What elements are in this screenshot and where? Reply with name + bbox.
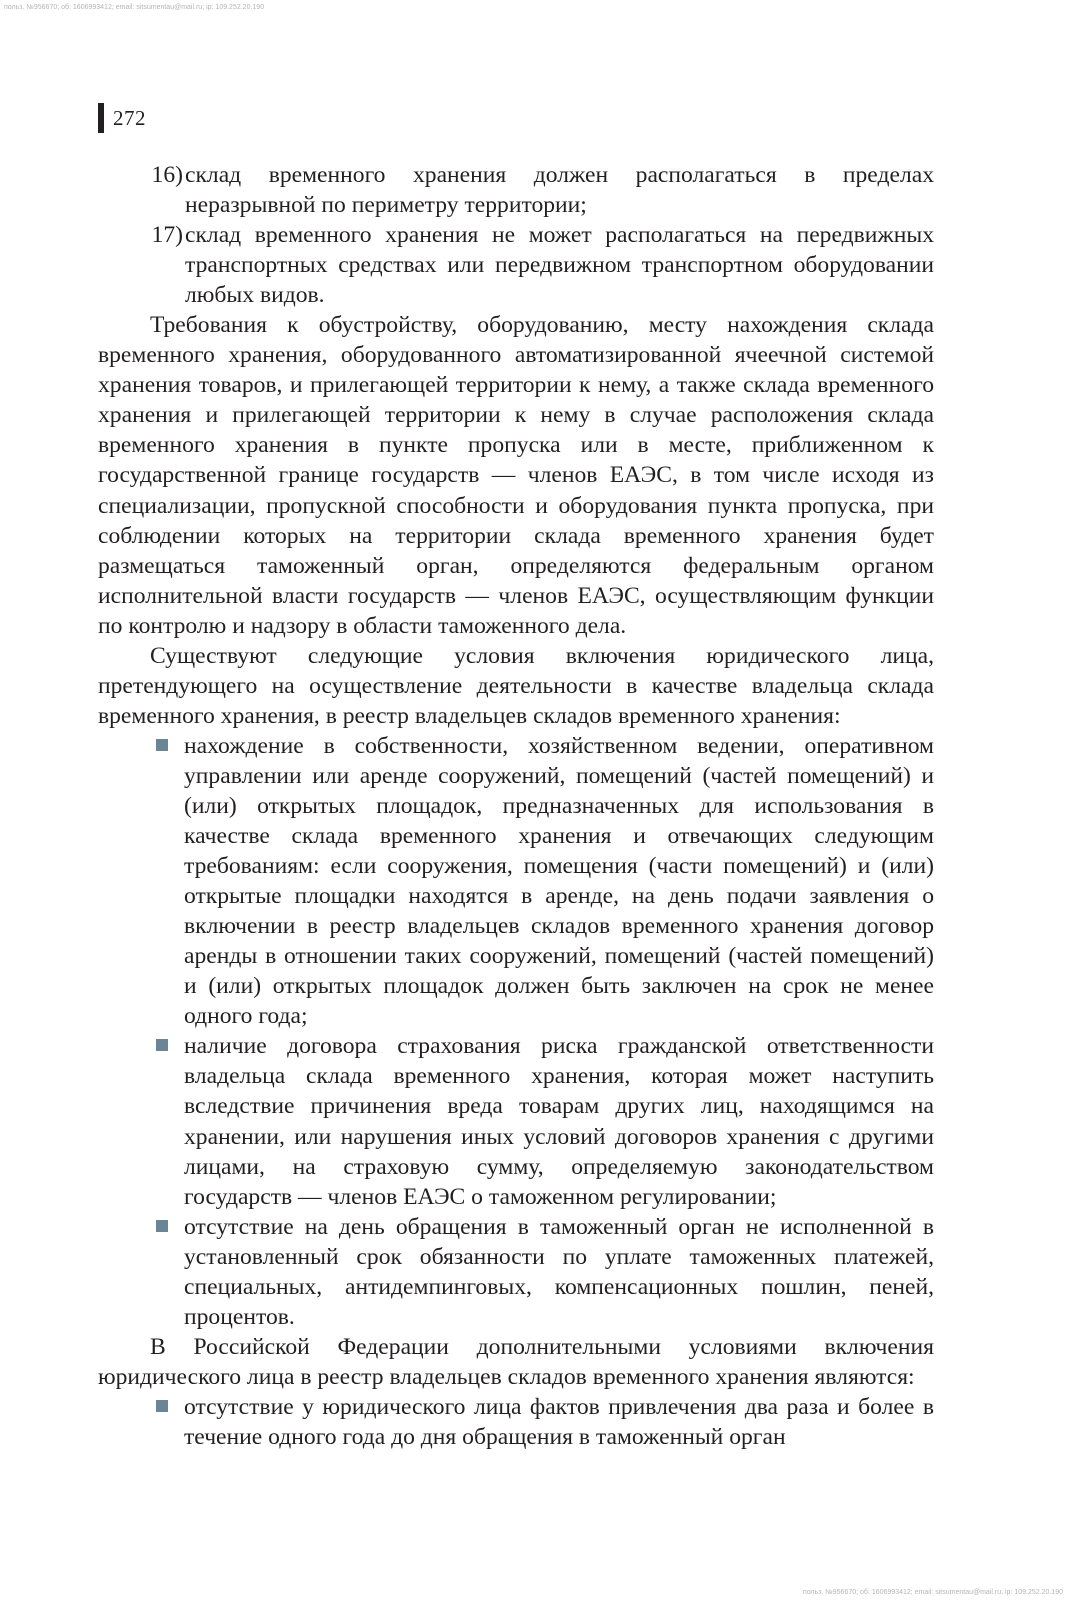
bullet-item	[98, 731, 934, 1031]
watermark-bottom: польз. №956670; об: 1606993412; email: sitsumentau@mail.ru; ip: 109.252.20.190	[802, 1589, 1063, 1596]
page-header	[98, 103, 146, 133]
item-text: склад временного хранения не может располагаться на передвижных транспортных средствах или передвижном транспортном оборудовании любых видов.	[185, 222, 934, 309]
numbered-item-17	[98, 220, 934, 310]
square-bullet-icon	[98, 1031, 184, 1211]
paragraph-conditions: Существуют следующие условия включения юридического лица, претендующего на осуществление деятельности в качестве владельца склада временного хранения, в реестр владельцев складов временного хранения:	[98, 642, 934, 729]
bullet-item	[98, 1031, 934, 1211]
item-number: 16)	[151, 162, 183, 188]
item-number: 17)	[151, 222, 183, 249]
bullet-text: отсутствие у юридического лица фактов привлечения два раза и более в течение одного года до дня обращения в таможенный орган	[184, 1393, 934, 1450]
page-body	[98, 160, 934, 1452]
bullet-text: отсутствие на день обращения в таможенный орган не исполненной в установленный срок обязанности по уплате таможенных платежей, специальных, антидемпинговых, компенсационных пошлин, пеней, процентов.	[184, 1213, 934, 1330]
bullet-text: нахождение в собственности, хозяйственном ведении, оперативном управлении или аренде сооружений, помещений (частей помещений) и (или) открытых площадок, предназначенных для использования в качестве склада временного хранения и отвечающих следующим требованиям: если сооружения, помещения (части помещений) и (или) открытые площадки находятся в аренде, на день подачи заявления о включении в реестр владельцев складов временного хранения договор аренды в отношении таких сооружений, помещений (частей помещений) и (или) открытых площадок должен быть заключен на срок не менее одного года;	[184, 732, 934, 1030]
header-bar	[98, 103, 104, 133]
square-bullet-icon	[98, 1392, 184, 1452]
square-bullet-icon	[98, 731, 184, 1031]
bullet-item	[98, 1212, 934, 1332]
bullet-text: наличие договора страхования риска гражданской ответственности владельца склада временного хранения, которая может наступить вследствие причинения вреда товарам других лиц, находящимся на хранении, или нарушения иных условий договоров хранения с другими лицами, на страховую сумму, определяемую законодательством государств — членов ЕАЭС о таможенном регулировании;	[184, 1033, 934, 1210]
paragraph-russia: В Российской Федерации дополнительными условиями включения юридического лица в реестр владельцев складов временного хранения являются:	[98, 1333, 934, 1390]
page-number: 272	[113, 105, 146, 130]
paragraph-requirements: Требования к обустройству, оборудованию, месту нахождения склада временного хранения, оборудованного автоматизированной ячеечной системой хранения товаров, и прилегающей территории к нему, а также склада временного хранения и прилегающей территории к нему в случае расположения склада временного хранения в пункте пропуска или в месте, приближенном к государственной границе государств — членов ЕАЭС, в том числе исходя из специализации, пропускной способности и оборудования пункта пропуска, при соблюдении которых на территории склада временного хранения будет размещаться таможенный орган, определяются федеральным органом исполнительной власти государств — членов ЕАЭС, осуществляющим функции по контролю и надзору в области таможенного дела.	[98, 312, 934, 639]
watermark-top: польз. №956670; об: 1606993412; email: sitsumentau@mail.ru; ip: 109.252.20.190	[4, 4, 265, 11]
numbered-item-16	[98, 160, 934, 220]
square-bullet-icon	[98, 1212, 184, 1332]
bullet-item	[98, 1392, 934, 1452]
item-text: склад временного хранения должен располагаться в пределах неразрывной по периметру территории;	[185, 162, 934, 219]
